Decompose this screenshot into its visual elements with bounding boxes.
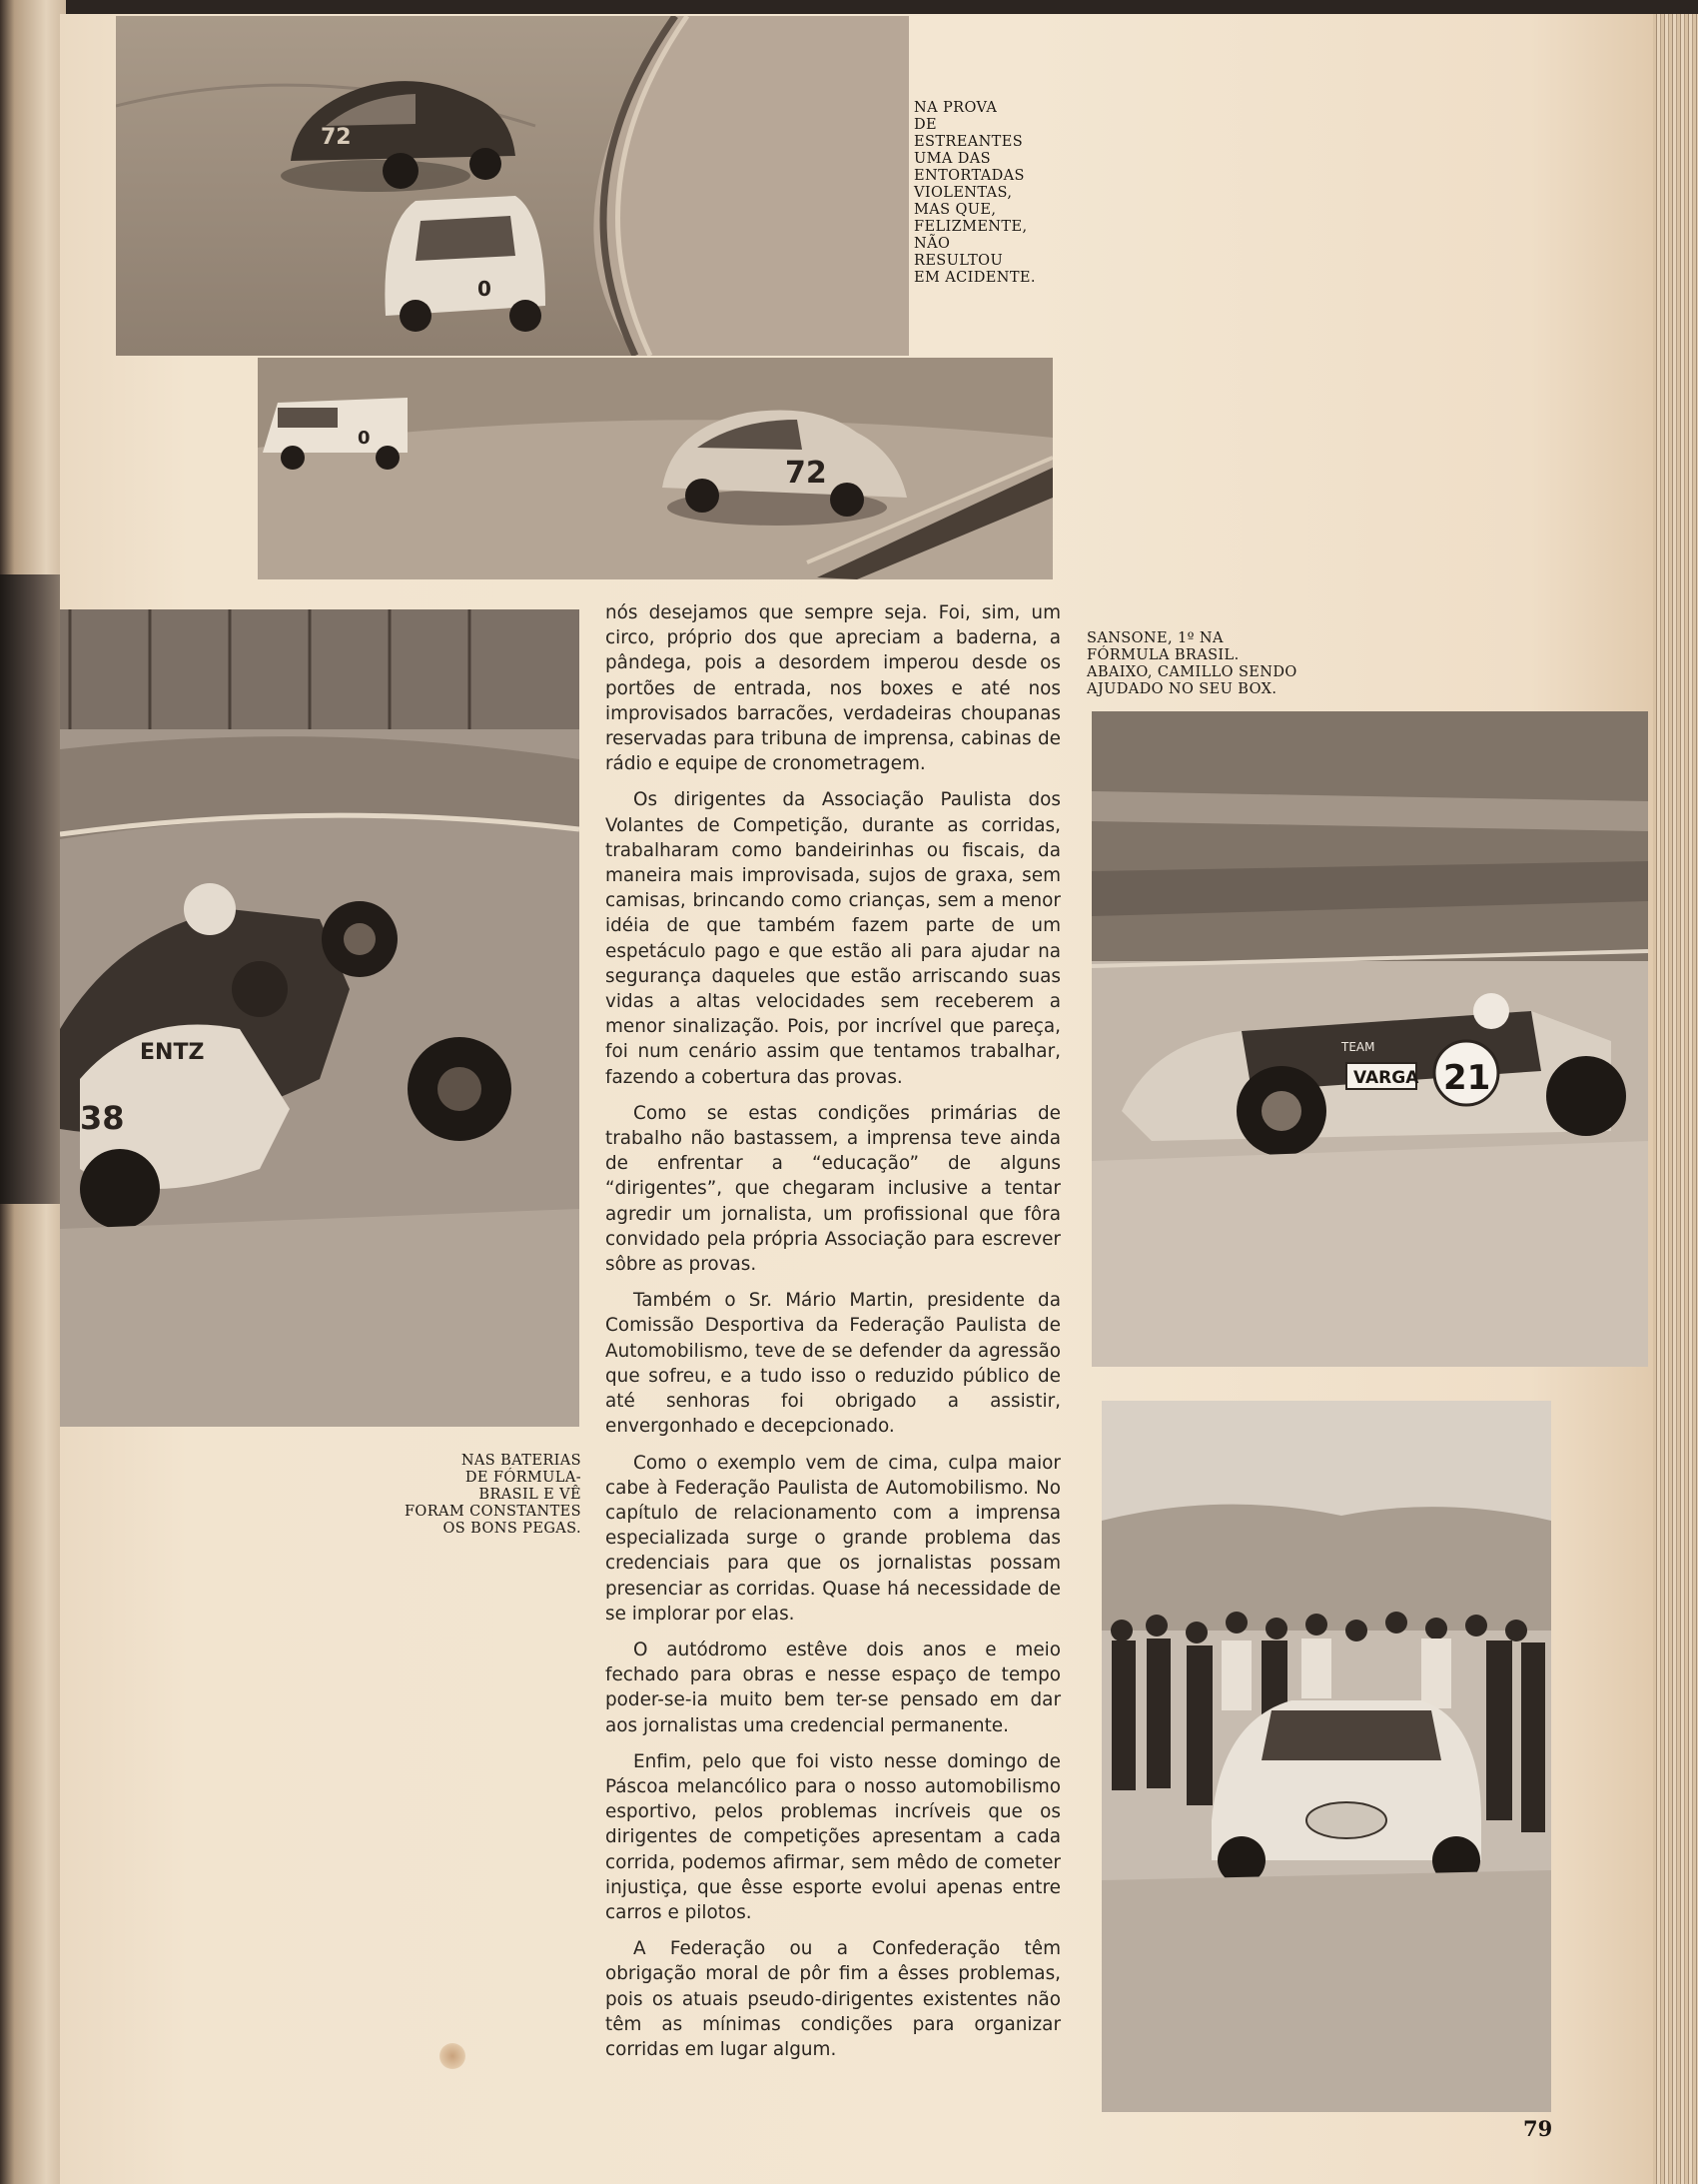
car-number-0-label: 0 [477,277,491,301]
caption-baterias: NAS BATERIAS DE FÓRMULA- BRASIL E VÊ FORAM CONSTANTES OS BONS PEGAS. [404,1453,581,1537]
photo-camillo-box [1102,1401,1551,2112]
article-paragraph: Os dirigentes da Associação Paulista dos Volantes de Competição, durante as corridas, trabalharam como bandeirinhas ou fiscais, da maneira mais improvisada, sujos de graxa, sem camisas, brincando como crianças, sem a menor idéia de que também fazem parte de um espetáculo pago e que estão ali para ajudar na segurança daqueles que estão arriscando suas vidas a altas velocidades sem receberem a menor sinalização. Pois, por incrível que pareça, foi num cenário assim que tentamos trabalhar, fazendo a cobertura das provas. [605,789,1061,1088]
article-body [605,600,1061,2073]
race-track-image [116,16,909,356]
page-number: 79 [1523,2116,1553,2141]
article-paragraph: O autódromo estêve dois anos e meio fechado para obras e nesse espaço de tempo poder-se-ia muito bem ter-se pensado em dar aos jornalistas uma credencial permanente. [605,1638,1061,1736]
varga-label: VARGA [1353,1068,1419,1088]
article-paragraph: Enfim, pelo que foi visto nesse domingo de Páscoa melancólico para o nosso automobilismo esportivo, pelos problemas incríveis que os dirigentes de competições apresentam a cada corrida, podemos afirmar, sem mêdo de cometer injustiça, que êsse esporte evolui apenas entre carros e pilotos. [605,1750,1061,1923]
car-number-72-label: 72 [321,125,352,150]
article-paragraph: Também o Sr. Mário Martin, presidente da Comissão Desportiva da Federação Paulista de Automobilismo, teve de se defender da agressão que sofreu, e a tudo isso o reduzido público de até senhoras foi obrigado a assistir, envergonhado e decepcionado. [605,1290,1061,1438]
facing-page-photo-edge [0,574,62,1204]
photo-formula-vee [60,609,579,1427]
photo-beetle-72 [258,358,1053,579]
article-paragraph: A Federação ou a Confederação têm obrigação moral de pôr fim a êsses problemas, pois os atuais pseudo-dirigentes existentes não têm as mínimas condições para organizar corridas em lugar algum. [605,1938,1061,2060]
article-paragraph: Como se estas condições primárias de trabalho não bastassem, a imprensa teve ainda de enfrentar a “educação” de alguns “dirigentes”, que chegaram inclusive a tentar agredir um jornalista, um profissional que fôra convidado pela própria Associação para escrever sôbre as provas. [605,1102,1061,1276]
caption-sansone: SANSONE, 1º NA FÓRMULA BRASIL. ABAIXO, CAMILLO SENDO AJUDADO NO SEU BOX. [1087,630,1297,697]
crowd-box-image [1102,1401,1551,2112]
car-number-38-label: 38 [80,1099,125,1137]
car-number-21-label: 21 [1443,1058,1491,1098]
article-paragraph: Como o exemplo vem de cima, culpa maior cabe à Federação Paulista de Automobilismo. No capítulo de relacionamento com a imprensa especializada surge o grande problema das credenciais para que os jornalistas possam presenciar as corridas. Quase há necessidade de se implorar por elas. [605,1452,1061,1625]
formula-car-21-image [1092,711,1648,1367]
race-track-image [258,358,1053,579]
formula-cars-image [60,609,579,1427]
photo-beetle-spin [116,16,909,356]
paper-stain [439,2043,465,2069]
car-number-72-label: 72 [785,456,827,491]
sponsor-label: ENTZ [140,1040,205,1065]
car-number-0-label: 0 [358,428,371,449]
photo-sansone-formula-brasil [1092,711,1648,1367]
team-label: TEAM [1341,1040,1375,1054]
caption-estreantes: NA PROVA DE ESTREANTES UMA DAS ENTORTADAS VIOLENTAS, MAS QUE, FELIZMENTE, NÃO RESULTOU EM ACIDENTE. [914,100,1036,286]
page-stack-edge [1653,14,1698,2184]
article-paragraph: nós desejamos que sempre seja. Foi, sim, um circo, próprio dos que apreciam a baderna, a pândega, pois a desordem imperou desde os portões de entrada, nos boxes e até nos improvisados barracões, verdadeiras choupanas reservadas para tribuna de imprensa, cabinas de rádio e equipe de cronometragem. [605,602,1061,775]
